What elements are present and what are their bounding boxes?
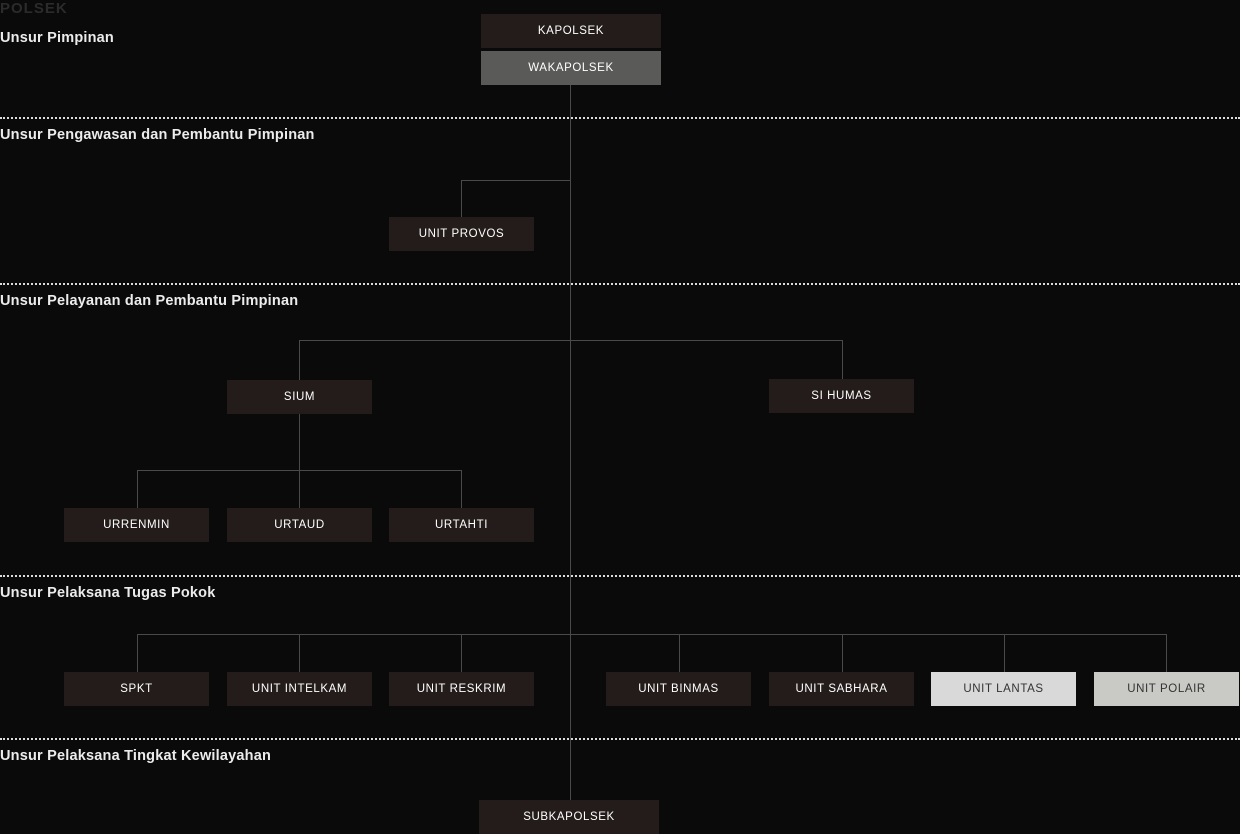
section-label-unsur-pengawasan: Unsur Pengawasan dan Pembantu Pimpinan [0,127,315,143]
divider-4 [0,738,1240,740]
divider-2 [0,283,1240,285]
section-label-unsur-pelayanan: Unsur Pelayanan dan Pembantu Pimpinan [0,293,299,309]
node-wakapolsek[interactable]: WAKAPOLSEK [481,51,661,85]
connector-provos-h [461,180,571,181]
connector-urtahti-drop [461,470,462,508]
connector-sium-down [299,414,300,471]
node-unit-lantas[interactable]: UNIT LANTAS [931,672,1076,706]
connector-provos-v [461,180,462,217]
section-label-unsur-kewilayahan: Unsur Pelaksana Tingkat Kewilayahan [0,748,272,764]
node-urrenmin[interactable]: URRENMIN [64,508,209,542]
connector-pelaksana-bus [137,634,1167,635]
node-unit-binmas[interactable]: UNIT BINMAS [606,672,751,706]
node-unit-polair[interactable]: UNIT POLAIR [1094,672,1239,706]
node-si-humas[interactable]: SI HUMAS [769,379,914,413]
connector-pelayanan-bus [299,340,843,341]
section-label-unsur-pimpinan: Unsur Pimpinan [0,30,114,46]
connector-sabhara-drop [842,634,843,672]
node-unit-intelkam[interactable]: UNIT INTELKAM [227,672,372,706]
connector-urtaud-drop [299,470,300,508]
node-spkt[interactable]: SPKT [64,672,209,706]
section-label-unsur-pelaksana-tugas: Unsur Pelaksana Tugas Pokok [0,585,216,601]
node-urtaud[interactable]: URTAUD [227,508,372,542]
node-kapolsek[interactable]: KAPOLSEK [481,14,661,48]
connector-polair-drop [1166,634,1167,672]
connector-sium-drop [299,340,300,380]
node-unit-provos[interactable]: UNIT PROVOS [389,217,534,251]
connector-intelkam-drop [299,634,300,672]
node-sium[interactable]: SIUM [227,380,372,414]
node-subkapolsek[interactable]: SUBKAPOLSEK [479,800,659,834]
connector-binmas-drop [679,634,680,672]
connector-urrenmin-drop [137,470,138,508]
connector-spine [570,85,571,800]
connector-lantas-drop [1004,634,1005,672]
divider-1 [0,117,1240,119]
watermark-polsek: POLSEK [0,0,68,17]
divider-3 [0,575,1240,577]
node-urtahti[interactable]: URTAHTI [389,508,534,542]
connector-spkt-drop [137,634,138,672]
node-unit-reskrim[interactable]: UNIT RESKRIM [389,672,534,706]
connector-reskrim-drop [461,634,462,672]
connector-sihumas-drop [842,340,843,380]
node-unit-sabhara[interactable]: UNIT SABHARA [769,672,914,706]
